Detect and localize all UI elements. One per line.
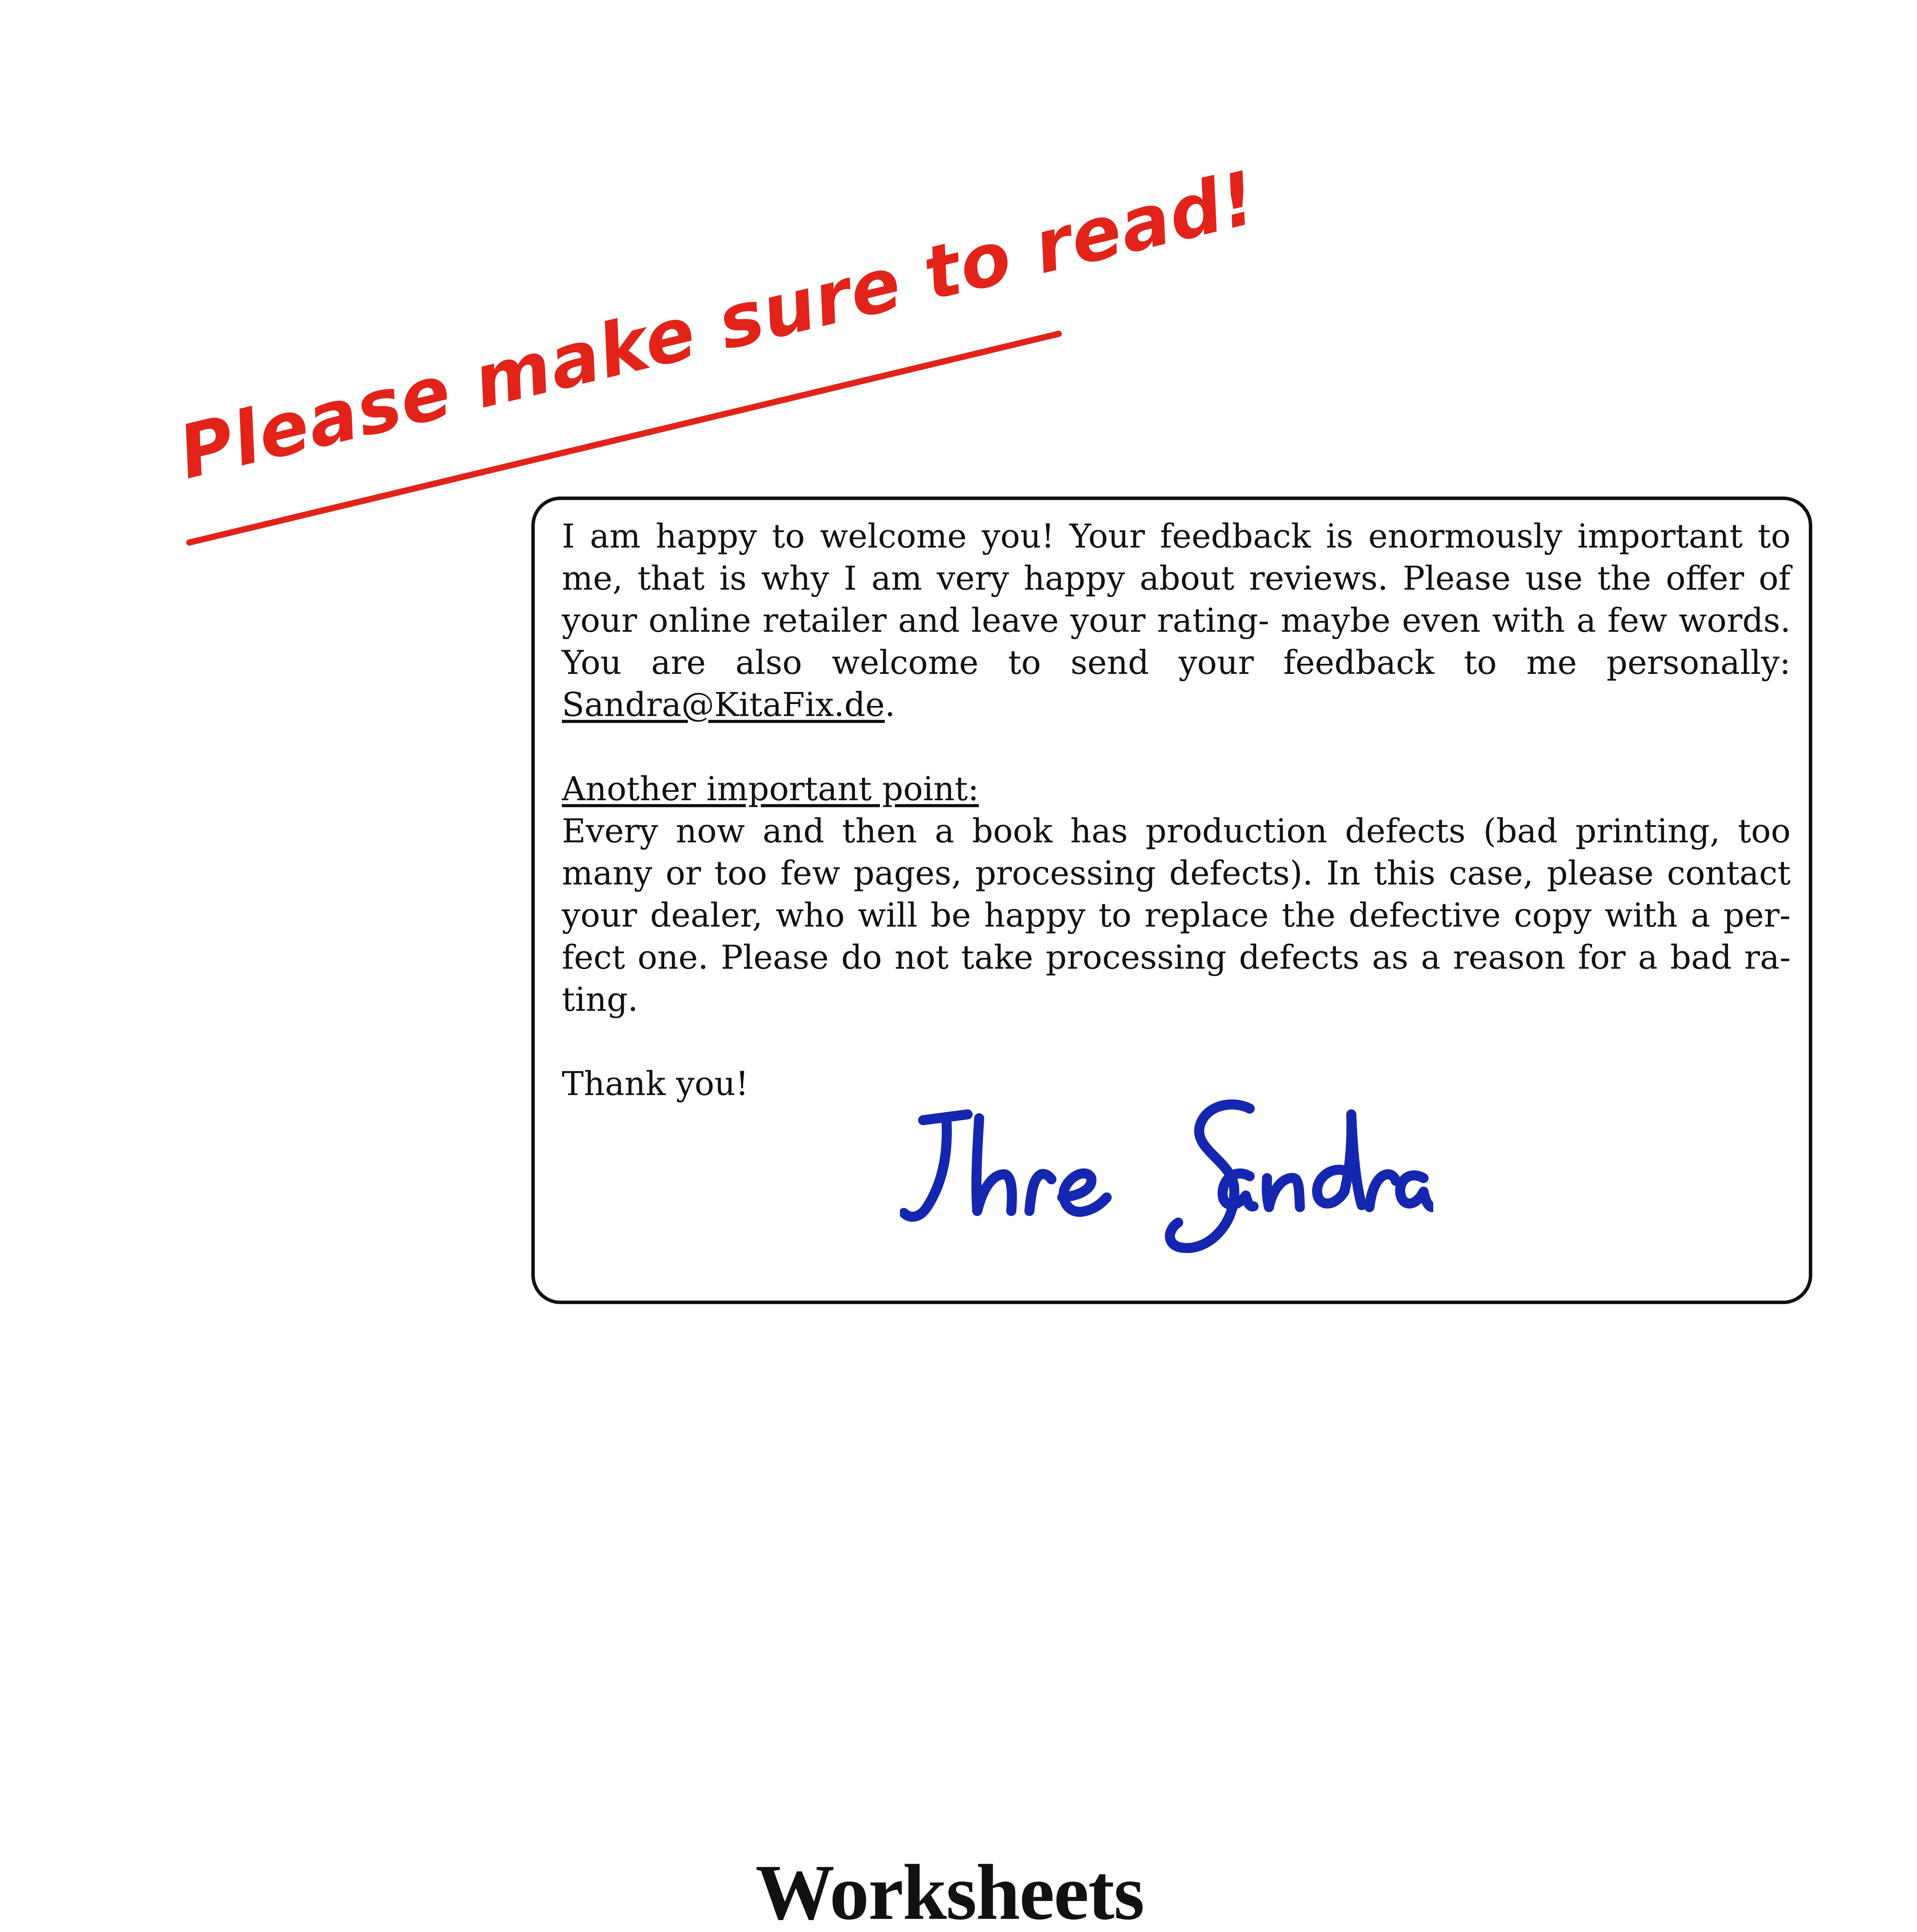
- defects-subheading: Another important point:: [562, 770, 979, 808]
- note-box: [531, 497, 1812, 1304]
- book-title: [755, 1851, 1357, 1932]
- banner-text: Please make sure to read!: [171, 155, 1265, 496]
- signature: [900, 1091, 1433, 1265]
- thanks-text: Thank you!: [562, 1065, 749, 1103]
- email-link[interactable]: Sandra@KitaFix.de: [562, 686, 885, 724]
- defects-paragraph: [562, 768, 1791, 1021]
- paragraph-gap: [562, 1021, 1791, 1063]
- note-body: [562, 515, 1791, 1105]
- welcome-text: I am happy to welcome you! Your feedback is enormously important to me, that is why I am very happy about reviews. Please use the offer of your online retailer and leave your rating- maybe even with a few words. You are also welcome to send your feedback to me personally:: [562, 517, 1791, 682]
- defects-text: Every now and then a book has production defects (bad printing, too many or too few pages, processing defects). In this case, please contact your dealer, who will be happy to replace the defective copy with a perfect one. Please do not take processing defects as a reason for a bad rating.: [562, 812, 1791, 1019]
- welcome-paragraph: [562, 515, 1791, 726]
- paragraph-gap: [562, 726, 1791, 768]
- title-line-1: Worksheets: [755, 1849, 1144, 1932]
- welcome-end: .: [885, 686, 895, 724]
